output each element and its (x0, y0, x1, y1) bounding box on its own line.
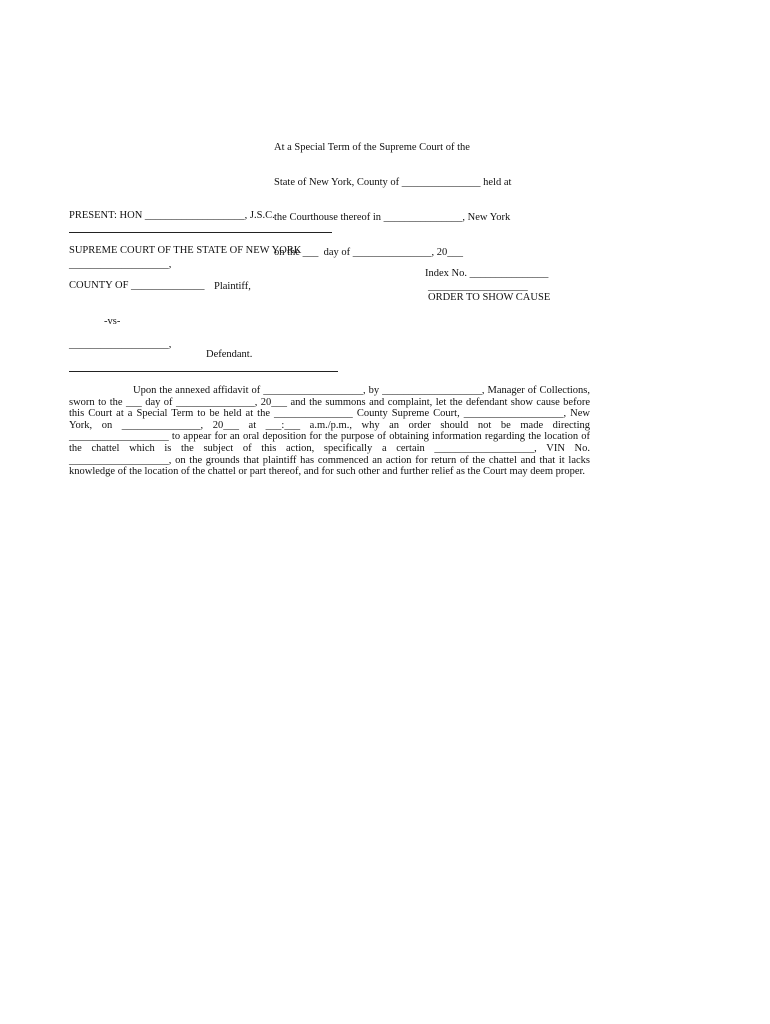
plaintiff-label: Plaintiff, (214, 281, 251, 292)
order-body-paragraph (69, 385, 590, 478)
defendant-name-blank: ___________________, (69, 339, 172, 350)
present-line: SUPREME COURT OF THE STATE OF NEW YORK (69, 244, 302, 256)
index-rule: ___________________ (428, 281, 528, 292)
plaintiff-name-blank: ___________________, (69, 259, 172, 270)
present-block (69, 187, 301, 315)
court-term-heading (274, 119, 511, 281)
present-line: PRESENT: HON ___________________, J.S.C. (69, 210, 275, 222)
heading-line: State of New York, County of _______________ held at (274, 176, 512, 188)
order-body-text: Upon the annexed affidavit of ___________________, by ___________________, Manager of Collections, sworn to the ___ day of _______________, 20___ and the summons and complaint, let the defendant show cause before this Court at a Special Term to be held at the _______________ County Supreme Court, ___________________, New York, on _______________, 20___ at ___:___ a.m./p.m., why an order should not be made directing ___________________ to appear for an oral deposition for the purpose of obtaining information regarding the location of the chattel which is the subject of this action, specifically a certain ___________________, VIN No. ___________________, on the grounds that plaintiff has commenced an action for return of the chattel and that it lacks knowledge of the location of the chattel or part thereof, and for such other and further relief as the Court may deem proper. (69, 385, 590, 478)
caption-divider-bottom (69, 371, 338, 372)
caption-divider-top (69, 232, 332, 233)
order-title: ORDER TO SHOW CAUSE (428, 292, 551, 303)
defendant-label: Defendant. (206, 349, 253, 360)
heading-line: on the ___ day of _______________, 20___ (274, 246, 463, 258)
heading-line: At a Special Term of the Supreme Court of the (274, 142, 470, 154)
versus-label: -vs- (104, 316, 121, 327)
index-number: Index No. _______________ (425, 268, 549, 279)
heading-line: the Courthouse thereof in _______________, New York (274, 211, 511, 223)
present-line: COUNTY OF ______________ (69, 279, 205, 291)
